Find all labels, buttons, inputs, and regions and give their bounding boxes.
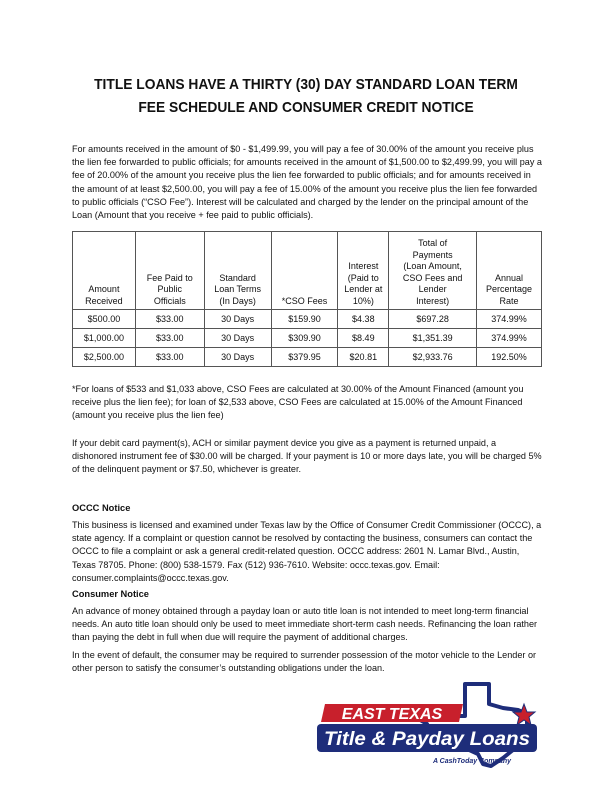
table-cell: 30 Days [204,348,271,367]
table-cell: $379.95 [271,348,338,367]
table-cell: $309.90 [271,329,338,348]
table-cell: $697.28 [389,310,477,329]
debit-notice: If your debit card payment(s), ACH or similar payment device you give as a payment is returned unpaid, a dishonored instrument fee of $30.00 will be charged. If your payment is 10 or more days late, you will be charged 5% of the delinquent payment or $7.50, whichever is greater. [72,438,542,475]
column-header [73,232,136,310]
table-cell: $33.00 [135,329,204,348]
column-header [271,232,338,310]
table-cell: $2,933.76 [389,348,477,367]
table-cell: 30 Days [204,310,271,329]
occc-body: This business is licensed and examined under Texas law by the Office of Consumer Credit Commissioner (OCCC), a state agency. If a complaint or question cannot be resolved by contacting the business, consumers can contact the OCCC to file a complaint or ask a general credit-related question. OCCC address: 2601 N. Lamar Blvd., Austin, Texas 78705. Phone: (800) 538-1579. Fax (512) 936-7610. Website: occc.texas.gov. Email: consumer.complaints@occc.texas.gov. [72,520,542,583]
table-cell: 192.50% [477,348,542,367]
occc-heading: OCCC Notice [72,503,131,513]
logo-tagline: A CashToday Company [432,758,511,765]
table-cell: $500.00 [73,310,136,329]
east-texas-title-payday-loans-logo [313,678,545,770]
column-header [135,232,204,310]
consumer-body-2: In the event of default, the consumer may be required to surrender possession of the motor vehicle to the Lender or other person to satisfy the consumer’s outstanding obligations under the loan. [72,650,537,674]
table-cell: $1,000.00 [73,329,136,348]
column-header-line: Percentage [485,284,533,294]
column-header-line: Received [85,295,123,306]
column-header-line: Loan Terms [214,284,262,294]
column-header-line: Lender [418,284,447,294]
column-header-line: CSO Fees and [402,272,463,283]
table-cell: $2,500.00 [73,348,136,367]
table-cell: $1,351.39 [389,329,477,348]
title-line-1: TITLE LOANS HAVE A THIRTY (30) DAY STANDARD LOAN TERM [94,76,518,93]
table-row [73,348,542,367]
table-header-row [73,232,542,310]
column-header-line: Fee Paid to [146,272,193,283]
column-header-line: Total of [418,238,448,248]
table-cell: $8.49 [338,329,389,348]
column-header-line: Rate [499,295,519,306]
column-header-line: Public [157,284,183,294]
intro-paragraph: For amounts received in the amount of $0 - $1,499.99, you will pay a fee of 30.00% of the amount you receive plus the lien fee forwarded to public officials; for amounts received in the amount of $1,500.00 to $2,499.99, you will pay a fee of 20.00% of the amount you receive plus the lien fee forwarded to public officials; and for amounts received in the amount of at least $2,500.00, you will pay a fee of 15.00% of the amount you receive plus the lien fee forwarded to public officials (“CSO Fee”). Interest will be calculated and charged by the lender on the principal amount of the Loan (Amount that you receive + fee paid to public officials). [72,144,542,221]
column-header-line: (In Days) [219,295,256,306]
column-header-line: Lender at [344,284,383,294]
column-header [338,232,389,310]
table-row [73,310,542,329]
cso-footnote: *For loans of $533 and $1,033 above, CSO Fees are calculated at 30.00% of the Amount Financed (amount you receive plus the lien fee); for loan of $2,533 above, CSO Fees are calculated at 15.00% of the Amount Financed (amount you receive plus the lien fee) [72,384,524,421]
table-cell: $33.00 [135,310,204,329]
column-header-line: Officials [153,295,186,306]
table-cell: 30 Days [204,329,271,348]
table-cell: $33.00 [135,348,204,367]
column-header [204,232,271,310]
column-header-line: 10%) [352,295,374,306]
table-cell: $159.90 [271,310,338,329]
column-header-line: (Loan Amount, [403,261,462,271]
column-header-line: Annual [495,272,524,283]
column-header-line: Interest) [416,295,450,306]
column-header [477,232,542,310]
column-header-line: Interest [348,261,379,271]
table-cell: 374.99% [477,310,542,329]
table-body [73,310,542,367]
consumer-heading: Consumer Notice [72,589,149,599]
logo-line-2: Title & Payday Loans [324,729,530,750]
column-header-line: Standard [219,272,256,283]
logo-line-1: EAST TEXAS [341,706,443,723]
table-cell: $4.38 [338,310,389,329]
consumer-body-1: An advance of money obtained through a payday loan or auto title loan is not intended to meet long-term financial needs. An auto title loan should only be used to meet immediate short-term cash needs. Refinancing the loan rather than paying the debt in full when due will require the payment of additional charges. [72,606,538,643]
fee-schedule-table [72,231,542,367]
table-row [73,329,542,348]
column-header-line: Amount [88,284,120,294]
column-header-line: Payments [412,249,453,260]
table-cell: 374.99% [477,329,542,348]
column-header [389,232,477,310]
column-header-line: *CSO Fees [281,295,328,306]
column-header-line: (Paid to [347,272,379,283]
table-cell: $20.81 [338,348,389,367]
title-line-2: FEE SCHEDULE AND CONSUMER CREDIT NOTICE [138,99,474,116]
